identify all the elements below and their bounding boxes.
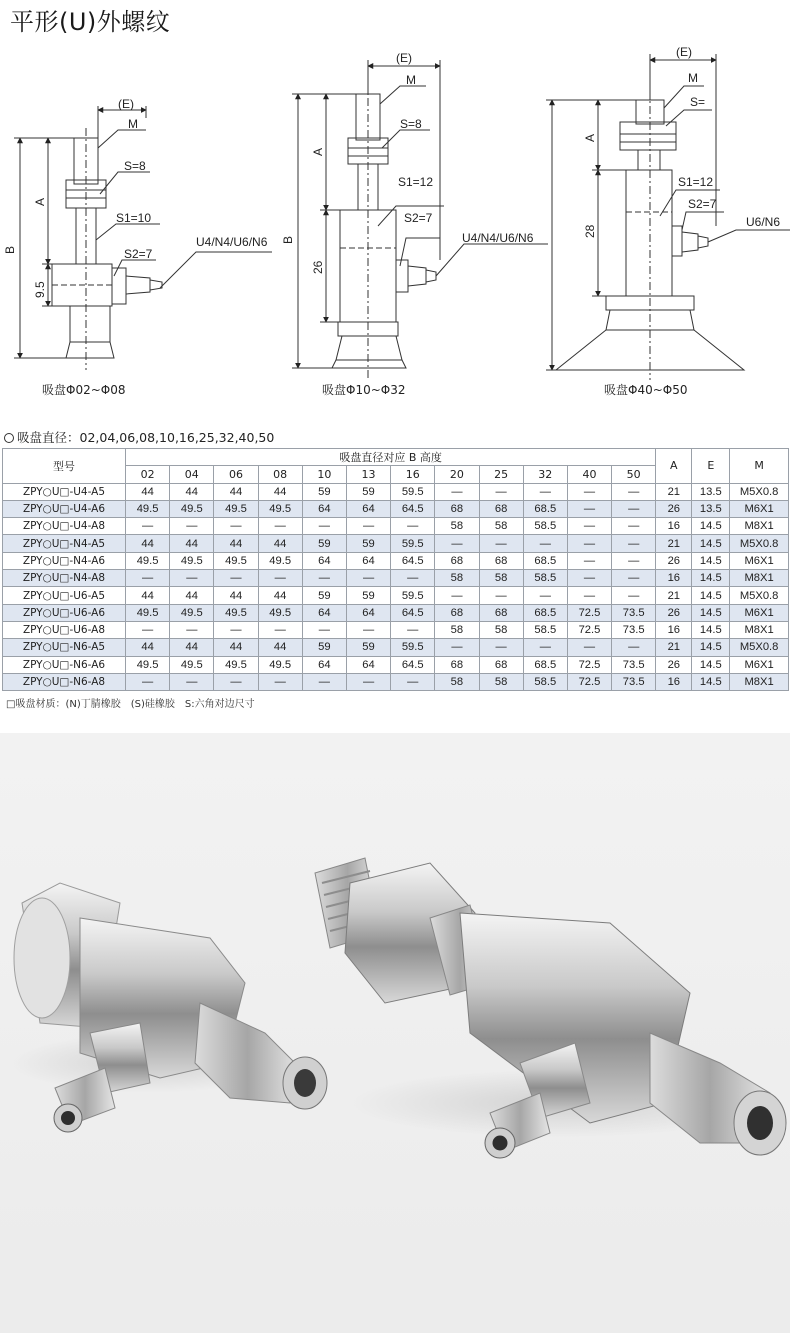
b-height-cell: 68 [435, 656, 479, 673]
b-height-cell: — [567, 500, 611, 517]
b-height-cell: 49.5 [170, 500, 214, 517]
b-height-cell: 68 [479, 500, 523, 517]
b-height-cell: 44 [214, 587, 258, 604]
a-cell: 26 [656, 552, 692, 569]
b-height-cell: 64.5 [391, 500, 435, 517]
b-height-cell: — [612, 535, 656, 552]
b-height-cell: 59 [302, 483, 346, 500]
b-height-cell: 44 [170, 639, 214, 656]
b-height-cell: 44 [258, 587, 302, 604]
b-height-cell: 59 [346, 483, 390, 500]
b-height-cell: 59 [302, 535, 346, 552]
b-height-cell: 58 [479, 570, 523, 587]
model-cell: ZPY○U□-U6-A5 [3, 587, 126, 604]
b-height-cell: 49.5 [214, 656, 258, 673]
spec-table [2, 448, 789, 691]
bottom-band [0, 1273, 790, 1333]
b-height-cell: 49.5 [170, 552, 214, 569]
b-height-cell: — [612, 552, 656, 569]
b-height-cell: — [170, 673, 214, 690]
table-row [3, 604, 789, 621]
d2-m-label: M [406, 73, 416, 87]
a-header: A [656, 449, 692, 484]
b-height-cell: — [612, 518, 656, 535]
d1-port-label: U4/N4/U6/N6 [196, 235, 268, 249]
b-height-cell: 64 [346, 656, 390, 673]
b-height-cell: 68.5 [523, 656, 567, 673]
b-height-cell: 64.5 [391, 656, 435, 673]
m-cell: M6X1 [730, 552, 789, 569]
b-height-cell: — [612, 483, 656, 500]
e-cell: 14.5 [692, 518, 730, 535]
d1-s-label: S=8 [124, 159, 146, 173]
b-height-cell: — [391, 518, 435, 535]
b-height-cell: — [170, 518, 214, 535]
b-height-cell: — [612, 500, 656, 517]
b-height-cell: — [302, 518, 346, 535]
table-row [3, 570, 789, 587]
b-height-cell: 44 [170, 483, 214, 500]
b-height-cell: 49.5 [126, 500, 170, 517]
b-height-cell: — [214, 673, 258, 690]
diameter-header-10: 10 [302, 466, 346, 483]
e-cell: 14.5 [692, 673, 730, 690]
diameter-header-25: 25 [479, 466, 523, 483]
d3-s2-label: S2=7 [688, 197, 717, 211]
b-height-cell: — [391, 673, 435, 690]
b-height-cell: 73.5 [612, 604, 656, 621]
b-height-cell: — [391, 570, 435, 587]
d1-caption: 吸盘Φ02~Φ08 [42, 383, 126, 397]
b-height-cell: — [170, 621, 214, 638]
m-cell: M8X1 [730, 673, 789, 690]
d2-s2-label: S2=7 [404, 211, 433, 225]
b-height-cell: 49.5 [126, 656, 170, 673]
b-height-cell: 59 [302, 587, 346, 604]
e-cell: 14.5 [692, 656, 730, 673]
b-height-cell: — [302, 570, 346, 587]
b-height-cell: — [523, 483, 567, 500]
b-height-cell: 59 [346, 535, 390, 552]
b-height-cell: — [126, 621, 170, 638]
b-height-cell: 49.5 [126, 604, 170, 621]
b-height-cell: — [214, 518, 258, 535]
m-cell: M5X0.8 [730, 483, 789, 500]
table-header-row [3, 449, 789, 466]
b-height-cell: — [479, 587, 523, 604]
a-cell: 16 [656, 570, 692, 587]
b-height-cell: — [567, 639, 611, 656]
m-header: M [730, 449, 789, 484]
d2-caption: 吸盘Φ10~Φ32 [322, 383, 406, 397]
b-height-cell: 58.5 [523, 673, 567, 690]
model-cell: ZPY○U□-N4-A6 [3, 552, 126, 569]
table-row [3, 587, 789, 604]
table-row [3, 673, 789, 690]
e-cell: 14.5 [692, 552, 730, 569]
b-height-cell: 44 [170, 587, 214, 604]
b-height-cell: — [612, 587, 656, 604]
e-cell: 13.5 [692, 500, 730, 517]
group-header: 吸盘直径对应 B 高度 [126, 449, 656, 466]
b-height-cell: — [523, 639, 567, 656]
b-height-cell: 49.5 [214, 604, 258, 621]
circle-bullet-icon [4, 433, 14, 443]
b-height-cell: — [346, 621, 390, 638]
m-cell: M5X0.8 [730, 587, 789, 604]
b-height-cell: — [346, 673, 390, 690]
b-height-cell: 59 [346, 639, 390, 656]
b-height-cell: — [258, 518, 302, 535]
d1-s2-label: S2=7 [124, 247, 153, 261]
right-fitting-image [315, 858, 786, 1158]
b-height-cell: 64 [302, 500, 346, 517]
model-cell: ZPY○U□-N6-A6 [3, 656, 126, 673]
b-height-cell: 59.5 [391, 483, 435, 500]
a-cell: 16 [656, 621, 692, 638]
b-height-cell: — [302, 621, 346, 638]
b-height-cell: 68.5 [523, 500, 567, 517]
b-height-cell: 49.5 [214, 552, 258, 569]
b-height-cell: 64 [346, 552, 390, 569]
b-height-cell: 68.5 [523, 552, 567, 569]
b-height-cell: 44 [126, 639, 170, 656]
model-cell: ZPY○U□-U6-A6 [3, 604, 126, 621]
d2-e-label: (E) [396, 51, 412, 65]
diameter-header-20: 20 [435, 466, 479, 483]
b-height-cell: 73.5 [612, 656, 656, 673]
b-height-cell: 44 [126, 483, 170, 500]
b-height-cell: — [479, 483, 523, 500]
b-height-cell: — [612, 570, 656, 587]
a-cell: 21 [656, 483, 692, 500]
b-height-cell: 59.5 [391, 639, 435, 656]
b-height-cell: 59.5 [391, 587, 435, 604]
d1-a-label: A [33, 197, 47, 206]
b-height-cell: — [346, 570, 390, 587]
b-height-cell: 44 [126, 535, 170, 552]
a-cell: 26 [656, 500, 692, 517]
diameter-header-32: 32 [523, 466, 567, 483]
b-height-cell: 58 [435, 570, 479, 587]
b-height-cell: 44 [258, 483, 302, 500]
technical-drawings [0, 30, 790, 415]
d3-s-label: S= [690, 95, 706, 109]
m-cell: M8X1 [730, 621, 789, 638]
b-height-cell: — [170, 570, 214, 587]
d2-h-label: 26 [311, 260, 325, 274]
b-height-cell: 64 [302, 656, 346, 673]
b-height-cell: 44 [258, 535, 302, 552]
m-cell: M8X1 [730, 518, 789, 535]
b-height-cell: — [523, 535, 567, 552]
drawings-svg [0, 30, 790, 415]
b-height-cell: 49.5 [258, 500, 302, 517]
d1-s1-label: S1=10 [116, 211, 152, 225]
a-cell: 16 [656, 673, 692, 690]
b-height-cell: 72.5 [567, 656, 611, 673]
a-cell: 16 [656, 518, 692, 535]
diameter-header-02: 02 [126, 466, 170, 483]
b-height-cell: 68 [435, 500, 479, 517]
b-height-cell: — [479, 535, 523, 552]
b-height-cell: 64 [346, 604, 390, 621]
b-height-cell: 58 [435, 518, 479, 535]
m-cell: M5X0.8 [730, 535, 789, 552]
e-cell: 14.5 [692, 535, 730, 552]
b-height-cell: 44 [126, 587, 170, 604]
table-row [3, 639, 789, 656]
b-height-cell: 73.5 [612, 621, 656, 638]
d3-s1-label: S1=12 [678, 175, 714, 189]
model-cell: ZPY○U□-N6-A8 [3, 673, 126, 690]
b-height-cell: 58.5 [523, 570, 567, 587]
b-height-cell: — [302, 673, 346, 690]
b-height-cell: 58.5 [523, 518, 567, 535]
a-cell: 21 [656, 587, 692, 604]
b-height-cell: 49.5 [258, 656, 302, 673]
b-height-cell: — [435, 639, 479, 656]
a-cell: 26 [656, 604, 692, 621]
b-height-cell: 44 [214, 483, 258, 500]
d2-s1-label: S1=12 [398, 175, 434, 189]
d2-b-label: B [281, 235, 295, 244]
b-height-cell: 64.5 [391, 604, 435, 621]
b-height-cell: 59 [302, 639, 346, 656]
b-height-cell: 44 [170, 535, 214, 552]
b-height-cell: — [391, 621, 435, 638]
e-cell: 14.5 [692, 621, 730, 638]
d3-caption: 吸盘Φ40~Φ50 [604, 383, 688, 397]
b-height-cell: 49.5 [170, 656, 214, 673]
diameter-header-08: 08 [258, 466, 302, 483]
model-cell: ZPY○U□-N4-A5 [3, 535, 126, 552]
table-row [3, 552, 789, 569]
b-height-cell: 58 [479, 673, 523, 690]
b-height-cell: — [258, 570, 302, 587]
b-height-cell: — [214, 570, 258, 587]
b-height-cell: — [612, 639, 656, 656]
b-height-cell: 68 [435, 552, 479, 569]
b-height-cell: 64.5 [391, 552, 435, 569]
table-row [3, 518, 789, 535]
e-cell: 14.5 [692, 639, 730, 656]
model-cell: ZPY○U□-U4-A5 [3, 483, 126, 500]
b-height-cell: 44 [214, 535, 258, 552]
b-height-cell: 68 [479, 656, 523, 673]
e-cell: 14.5 [692, 587, 730, 604]
product-photo [0, 733, 790, 1273]
b-height-cell: — [258, 673, 302, 690]
b-height-cell: 44 [258, 639, 302, 656]
model-cell: ZPY○U□-U4-A8 [3, 518, 126, 535]
model-cell: ZPY○U□-N6-A5 [3, 639, 126, 656]
a-cell: 26 [656, 656, 692, 673]
diameter-spec-line [4, 428, 274, 446]
d1-m-label: M [128, 117, 138, 131]
b-height-cell: — [567, 570, 611, 587]
b-height-cell: — [435, 535, 479, 552]
diameter-header-50: 50 [612, 466, 656, 483]
b-height-cell: 58 [435, 621, 479, 638]
d1-h-label: 9.5 [33, 281, 47, 298]
b-height-cell: 58.5 [523, 621, 567, 638]
e-cell: 13.5 [692, 483, 730, 500]
b-height-cell: — [126, 518, 170, 535]
b-height-cell: 68.5 [523, 604, 567, 621]
table-row [3, 621, 789, 638]
b-height-cell: — [126, 570, 170, 587]
left-fitting-image [10, 883, 327, 1132]
b-height-cell: 64 [302, 604, 346, 621]
d1-b-label: B [3, 245, 17, 254]
model-cell: ZPY○U□-U6-A8 [3, 621, 126, 638]
b-height-cell: 68 [479, 604, 523, 621]
a-cell: 21 [656, 639, 692, 656]
b-height-cell: 72.5 [567, 673, 611, 690]
spec-values: 02,04,06,08,10,16,25,32,40,50 [79, 430, 275, 445]
d3-e-label: (E) [676, 45, 692, 59]
d3-h-label: 28 [583, 224, 597, 238]
b-height-cell: 44 [214, 639, 258, 656]
e-cell: 14.5 [692, 570, 730, 587]
b-height-cell: 58 [479, 518, 523, 535]
b-height-cell: 59.5 [391, 535, 435, 552]
b-height-cell: 72.5 [567, 604, 611, 621]
m-cell: M6X1 [730, 656, 789, 673]
b-height-cell: 68 [435, 604, 479, 621]
diameter-header-40: 40 [567, 466, 611, 483]
b-height-cell: 59 [346, 587, 390, 604]
b-height-cell: 64 [302, 552, 346, 569]
b-height-cell: 49.5 [258, 604, 302, 621]
model-cell: ZPY○U□-N4-A8 [3, 570, 126, 587]
d3-port-label: U6/N6 [746, 215, 781, 229]
m-cell: M8X1 [730, 570, 789, 587]
d1-e-label: (E) [118, 97, 134, 111]
page-title: 平形(U)外螺纹 [10, 8, 171, 36]
m-cell: M5X0.8 [730, 639, 789, 656]
table-row [3, 483, 789, 500]
e-cell: 14.5 [692, 604, 730, 621]
diameter-header-04: 04 [170, 466, 214, 483]
b-height-cell: 73.5 [612, 673, 656, 690]
b-height-cell: — [126, 673, 170, 690]
b-height-cell: 58 [435, 673, 479, 690]
a-cell: 21 [656, 535, 692, 552]
b-height-cell: 49.5 [258, 552, 302, 569]
b-height-cell: — [567, 587, 611, 604]
diameter-header-13: 13 [346, 466, 390, 483]
d2-a-label: A [311, 147, 325, 156]
material-footnote: □吸盘材质：(N)丁腈橡胶 (S)硅橡胶 S:六角对边尺寸 [6, 699, 255, 710]
b-height-cell: — [258, 621, 302, 638]
model-header: 型号 [3, 449, 126, 484]
b-height-cell: 49.5 [170, 604, 214, 621]
b-height-cell: — [435, 587, 479, 604]
b-height-cell: — [523, 587, 567, 604]
b-height-cell: 64 [346, 500, 390, 517]
b-height-cell: 72.5 [567, 621, 611, 638]
table-row [3, 656, 789, 673]
spec-prefix: 吸盘直径： [17, 430, 80, 445]
b-height-cell: — [567, 483, 611, 500]
b-height-cell: 49.5 [126, 552, 170, 569]
b-height-cell: — [346, 518, 390, 535]
b-height-cell: — [479, 639, 523, 656]
spec-table-body [3, 483, 789, 691]
diameter-header-06: 06 [214, 466, 258, 483]
m-cell: M6X1 [730, 604, 789, 621]
b-height-cell: — [567, 535, 611, 552]
d2-port-label: U4/N4/U6/N6 [462, 231, 534, 245]
b-height-cell: — [214, 621, 258, 638]
diameter-header-16: 16 [391, 466, 435, 483]
b-height-cell: 68 [479, 552, 523, 569]
d3-m-label: M [688, 71, 698, 85]
d2-s-label: S=8 [400, 117, 422, 131]
b-height-cell: 58 [479, 621, 523, 638]
b-height-cell: — [435, 483, 479, 500]
e-header: E [692, 449, 730, 484]
table-row [3, 500, 789, 517]
b-height-cell: — [567, 518, 611, 535]
model-cell: ZPY○U□-U4-A6 [3, 500, 126, 517]
b-height-cell: — [567, 552, 611, 569]
product-photo-svg [0, 733, 790, 1273]
m-cell: M6X1 [730, 500, 789, 517]
table-row [3, 535, 789, 552]
b-height-cell: 49.5 [214, 500, 258, 517]
d3-a-label: A [583, 133, 597, 142]
